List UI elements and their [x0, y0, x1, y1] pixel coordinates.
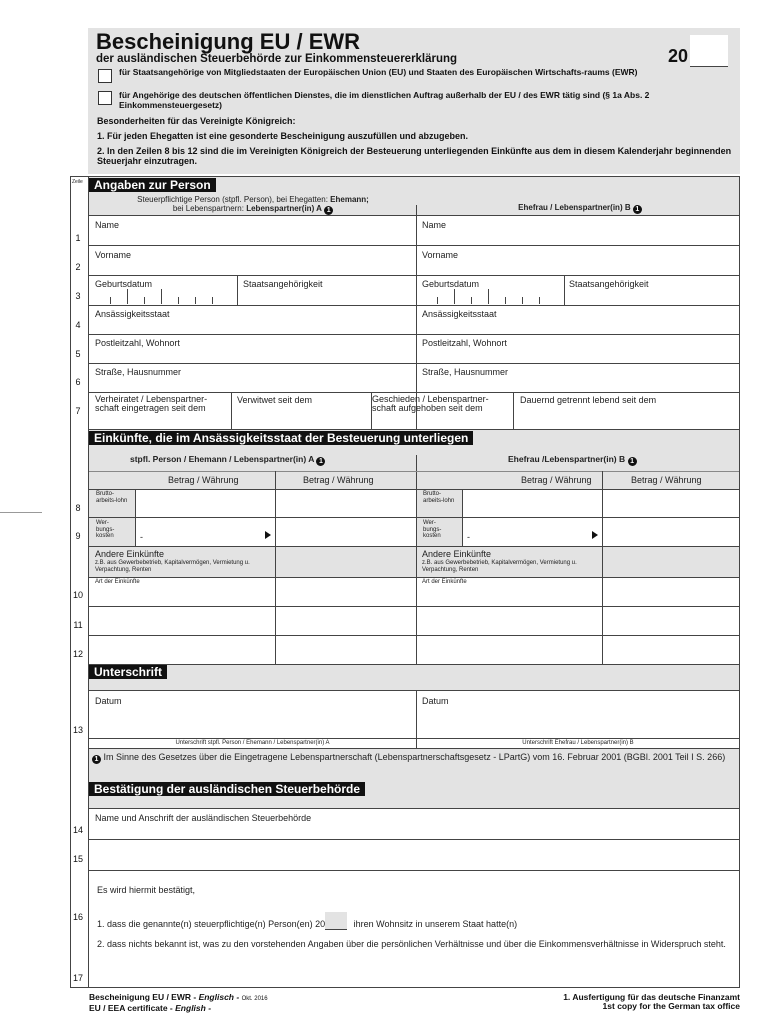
verheiratet-label: Verheiratet / Lebenspartner-schaft eingetragen seit dem [95, 394, 208, 413]
brutto-b2-field[interactable] [603, 490, 739, 517]
vorname-label-b: Vorname [422, 250, 459, 260]
ansaessigkeitsstaat-label-a: Ansässigkeitsstaat [95, 309, 170, 319]
line-number: 16 [72, 912, 83, 922]
name-label-a: Name [95, 220, 120, 230]
line-number: 17 [72, 973, 83, 983]
werbung-label-a: Wer-bungs-kosten [96, 520, 115, 539]
person-colB-heading: Ehefrau / Lebenspartner(in) B 1 [420, 203, 740, 214]
person-colA-heading: Steuerpflichtige Person (stpfl. Person), bei Ehegatten: Ehemann; bei Lebenspartnern: Lebenspartner(in) A 1 [137, 195, 369, 214]
authority-label: Name und Anschrift der ausländischen Steuerbehörde [95, 813, 312, 823]
plz-ort-label-a: Postleitzahl, Wohnort [95, 338, 180, 348]
income-colA-heading: stpfl. Person / Ehemann / Lebenspartner(in) A 1 [130, 454, 325, 466]
option-public-service-label: für Angehörige des deutschen öffentlichen Dienstes, die im dienstlichen Auftrag außerhalb der EU / des EWR tätig sind (§ 1a Abs. 2 Einkommensteuergesetz) [119, 90, 650, 110]
werbung-label-b: Wer-bungs-kosten [423, 520, 442, 539]
staatsangehoerigkeit-label-b: Staatsangehörigkeit [569, 279, 649, 289]
name-field-a[interactable] [89, 216, 416, 245]
footer-right: 1. Ausfertigung für das deutsche Finanzamt 1st copy for the German tax office [563, 992, 740, 1011]
footnote-text: 1 Im Sinne des Gesetzes über die Eingetragene Lebenspartnerschaft (Lebenspartnerschaftsgesetz - LPartG) vom 16. Februar 2001 (BGBl. 2001 Teil I S. 266) [92, 752, 732, 764]
brutto-a1-field[interactable] [136, 490, 275, 517]
line-number: 2 [75, 262, 81, 272]
line-number: 3 [75, 291, 81, 301]
line-number: 14 [72, 825, 83, 835]
confirm-item-2: 2. dass nichts bekannt ist, was zu den vorstehenden Angaben über die persönlichen Verhältnisse und über die Einkommensverhältnisse in Widerspruch steht. [97, 939, 726, 949]
income-section-heading: Einkünfte, die im Ansässigkeitsstaat der Besteuerung unterliegen [89, 431, 473, 445]
line-number: 7 [75, 406, 81, 416]
line-number: 13 [72, 725, 83, 735]
uk-special-2: 2. In den Zeilen 8 bis 12 sind die im Vereinigten Königreich der Besteuerung unterliegenden Einkünfte aus dem in diesem Kalenderjahr beginnenden Steuerjahr einzutragen. [97, 146, 732, 166]
verwitwet-label: Verwitwet seit dem [237, 395, 313, 405]
income-colB-heading: Ehefrau /Lebenspartner(in) B 1 [508, 454, 637, 466]
ansaessigkeitsstaat-label-b: Ansässigkeitsstaat [422, 309, 497, 319]
arrow-right-icon [592, 531, 598, 539]
uk-special-heading: Besonderheiten für das Vereinigte Königreich: [97, 116, 296, 126]
uk-special-1: 1. Für jeden Ehegatten ist eine gesonderte Bescheinigung auszufüllen und abzugeben. [97, 131, 469, 141]
vorname-label-a: Vorname [95, 250, 132, 260]
arrow-right-icon [265, 531, 271, 539]
line-number: 15 [72, 854, 83, 864]
option-eu-label: für Staatsangehörige von Mitgliedstaaten der Europäischen Union (EU) und Staaten des Europäischen Wirtschafts-raums (EWR) [119, 67, 638, 77]
art-label-a: Art der Einkünfte [95, 579, 140, 585]
andere-sub-b: z.B. aus Gewerbebetrieb, Kapitalvermögen, Vermietung u. Verpachtung, Renten [422, 560, 577, 573]
brutto-label-b: Brutto-arbeits-lohn [423, 491, 455, 504]
brutto-label-a: Brutto-arbeits-lohn [96, 491, 128, 504]
footnote-marker-icon: 1 [316, 457, 325, 466]
geburtsdatum-label-a: Geburtsdatum [95, 279, 153, 289]
betrag-label: Betrag / Währung [303, 475, 374, 485]
andere-label-a: Andere Einkünfte [95, 549, 165, 559]
andere-sub-a: z.B. aus Gewerbebetrieb, Kapitalvermögen, Vermietung u. Verpachtung, Renten [95, 560, 250, 573]
geschieden-label: Geschieden / Lebenspartner-schaft aufgehoben seit dem [372, 394, 489, 413]
betrag-label: Betrag / Währung [631, 475, 702, 485]
footnote-marker-icon: 1 [92, 755, 101, 764]
authority-field[interactable] [89, 809, 739, 839]
datum-label-b: Datum [422, 696, 449, 706]
name-field-b[interactable] [417, 216, 739, 245]
staatsangehoerigkeit-label-a: Staatsangehörigkeit [243, 279, 323, 289]
year-prefix: 20 [668, 46, 689, 66]
person-section-heading: Angaben zur Person [89, 178, 216, 192]
line-number: 8 [75, 503, 81, 513]
confirmation-section-heading: Bestätigung der ausländischen Steuerbehörde [89, 782, 365, 796]
minus-sign: - [467, 532, 470, 542]
line-number: 10 [72, 590, 83, 600]
minus-sign: - [140, 532, 143, 542]
betrag-label: Betrag / Währung [168, 475, 239, 485]
signature-section-heading: Unterschrift [89, 665, 167, 679]
datum-label-a: Datum [95, 696, 122, 706]
option-eu-checkbox[interactable] [98, 69, 112, 83]
line-number: 4 [75, 320, 81, 330]
footnote-marker-icon: 1 [324, 206, 333, 215]
geburtsdatum-label-b: Geburtsdatum [422, 279, 480, 289]
zeile-label: Zeile [72, 179, 83, 185]
year-input[interactable] [690, 35, 728, 67]
confirm-year-input[interactable] [325, 912, 347, 930]
brutto-b1-field[interactable] [463, 490, 602, 517]
footer-left: Bescheinigung EU / EWR - Englisch - Okt. 2016 EU / EEA certificate - English - [89, 992, 268, 1013]
confirm-item-1: 1. dass die genannte(n) steuerpflichtige(n) Person(en) 20 ihren Wohnsitz in unserem Staat hatte(n) [97, 912, 517, 930]
andere-label-b: Andere Einkünfte [422, 549, 492, 559]
line-number: 1 [75, 233, 81, 243]
footnote-marker-icon: 1 [633, 205, 642, 214]
plz-ort-label-b: Postleitzahl, Wohnort [422, 338, 507, 348]
strasse-label-a: Straße, Hausnummer [95, 367, 182, 377]
brutto-a2-field[interactable] [276, 490, 416, 517]
art-label-b: Art der Einkünfte [422, 579, 467, 585]
confirm-intro: Es wird hiermit bestätigt, [97, 885, 196, 895]
footnote-marker-icon: 1 [628, 457, 637, 466]
signature-caption-a: Unterschrift stpfl. Person / Ehemann / Lebenspartner(in) A [175, 740, 330, 746]
authority-field-2[interactable] [89, 840, 739, 870]
line-number: 12 [72, 649, 83, 659]
line-number: 6 [75, 377, 81, 387]
getrennt-label: Dauernd getrennt lebend seit dem [520, 395, 657, 405]
betrag-label: Betrag / Währung [521, 475, 592, 485]
fold-mark [0, 512, 42, 513]
signature-caption-b: Unterschrift Ehefrau / Lebenspartner(in) B [522, 740, 634, 746]
line-number: 9 [75, 531, 81, 541]
option-public-service-checkbox[interactable] [98, 91, 112, 105]
strasse-label-b: Straße, Hausnummer [422, 367, 509, 377]
form-title: Bescheinigung EU / EWR [96, 29, 361, 54]
name-label-b: Name [422, 220, 447, 230]
form-subtitle: der ausländischen Steuerbehörde zur Einkommensteuererklärung [96, 53, 458, 65]
line-number: 5 [75, 349, 81, 359]
line-number: 11 [73, 620, 83, 630]
